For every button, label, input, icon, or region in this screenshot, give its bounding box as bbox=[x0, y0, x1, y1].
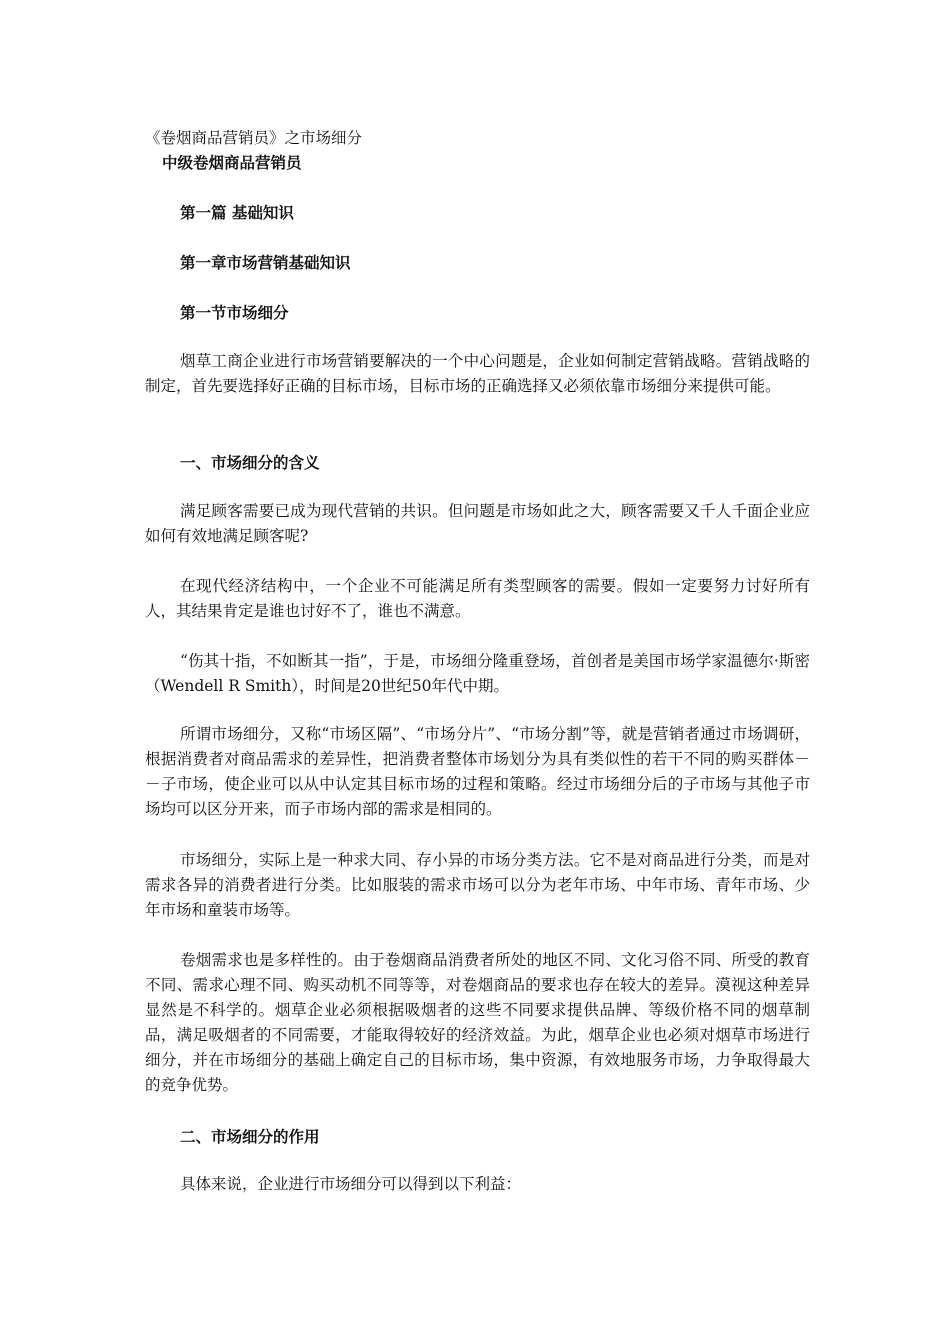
paragraph-6: 卷烟需求也是多样性的。由于卷烟商品消费者所处的地区不同、文化习俗不同、所受的教育不同、需求心理不同、购买动机不同等等，对卷烟商品的要求也存在较大的差异。漠视这种差异显然是不科学的。烟草企业必须根据吸烟者的这些不同要求提供品牌、等级价格不同的烟草制品，满足吸烟者的不同需要，才能取得较好的经济效益。为此，烟草企业也必须对烟草市场进行细分，并在市场细分的基础上确定自己的目标市场，集中资源，有效地服务市场，力争取得最大的竞争优势。 bbox=[145, 951, 810, 1094]
paragraph-7: 具体来说，企业进行市场细分可以得到以下利益： bbox=[180, 1175, 522, 1193]
subheading-meaning: 一、市场细分的含义 bbox=[180, 453, 320, 472]
intro-paragraph: 烟草工商企业进行市场营销要解决的一个中心问题是，企业如何制定营销战略。营销战略的制定，首先要选择好正确的目标市场，目标市场的正确选择又必须依靠市场细分来提供可能。 bbox=[145, 352, 810, 395]
paragraph-2: 在现代经济结构中，一个企业不可能满足所有类型顾客的需要。假如一定要努力讨好所有人，其结果肯定是谁也讨好不了，谁也不满意。 bbox=[145, 577, 810, 620]
subheading-function: 二、市场细分的作用 bbox=[180, 1127, 320, 1146]
document-title: 《卷烟商品营销员》之市场细分 bbox=[145, 129, 363, 147]
paragraph-1: 满足顾客需要已成为现代营销的共识。但问题是市场如此之大，顾客需要又千人千面企业应如何有效地满足顾客呢? bbox=[145, 502, 810, 545]
part-heading: 第一篇 基础知识 bbox=[180, 203, 294, 222]
paragraph-5: 市场细分，实际上是一种求大同、存小异的市场分类方法。它不是对商品进行分类，而是对需求各异的消费者进行分类。比如服装的需求市场可以分为老年市场、中年市场、青年市场、少年市场和童装市场等。 bbox=[145, 851, 810, 919]
paragraph-4: 所谓市场细分，又称“市场区隔”、“市场分片”、“市场分割”等，就是营销者通过市场调研，根据消费者对商品需求的差异性，把消费者整体市场划分为具有类似性的若干不同的购买群体－－子市场，使企业可以从中认定其目标市场的过程和策略。经过市场细分后的子市场与其他子市场均可以区分开来，而子市场内部的需求是相同的。 bbox=[145, 725, 810, 818]
level-heading: 中级卷烟商品营销员 bbox=[162, 153, 302, 172]
section-heading: 第一节市场细分 bbox=[180, 303, 289, 322]
paragraph-3: “伤其十指，不如断其一指”，于是，市场细分隆重登场，首创者是美国市场学家温德尔·斯密（Wendell R Smith），时间是20世纪50年代中期。 bbox=[145, 652, 810, 695]
chapter-heading: 第一章市场营销基础知识 bbox=[180, 253, 351, 272]
